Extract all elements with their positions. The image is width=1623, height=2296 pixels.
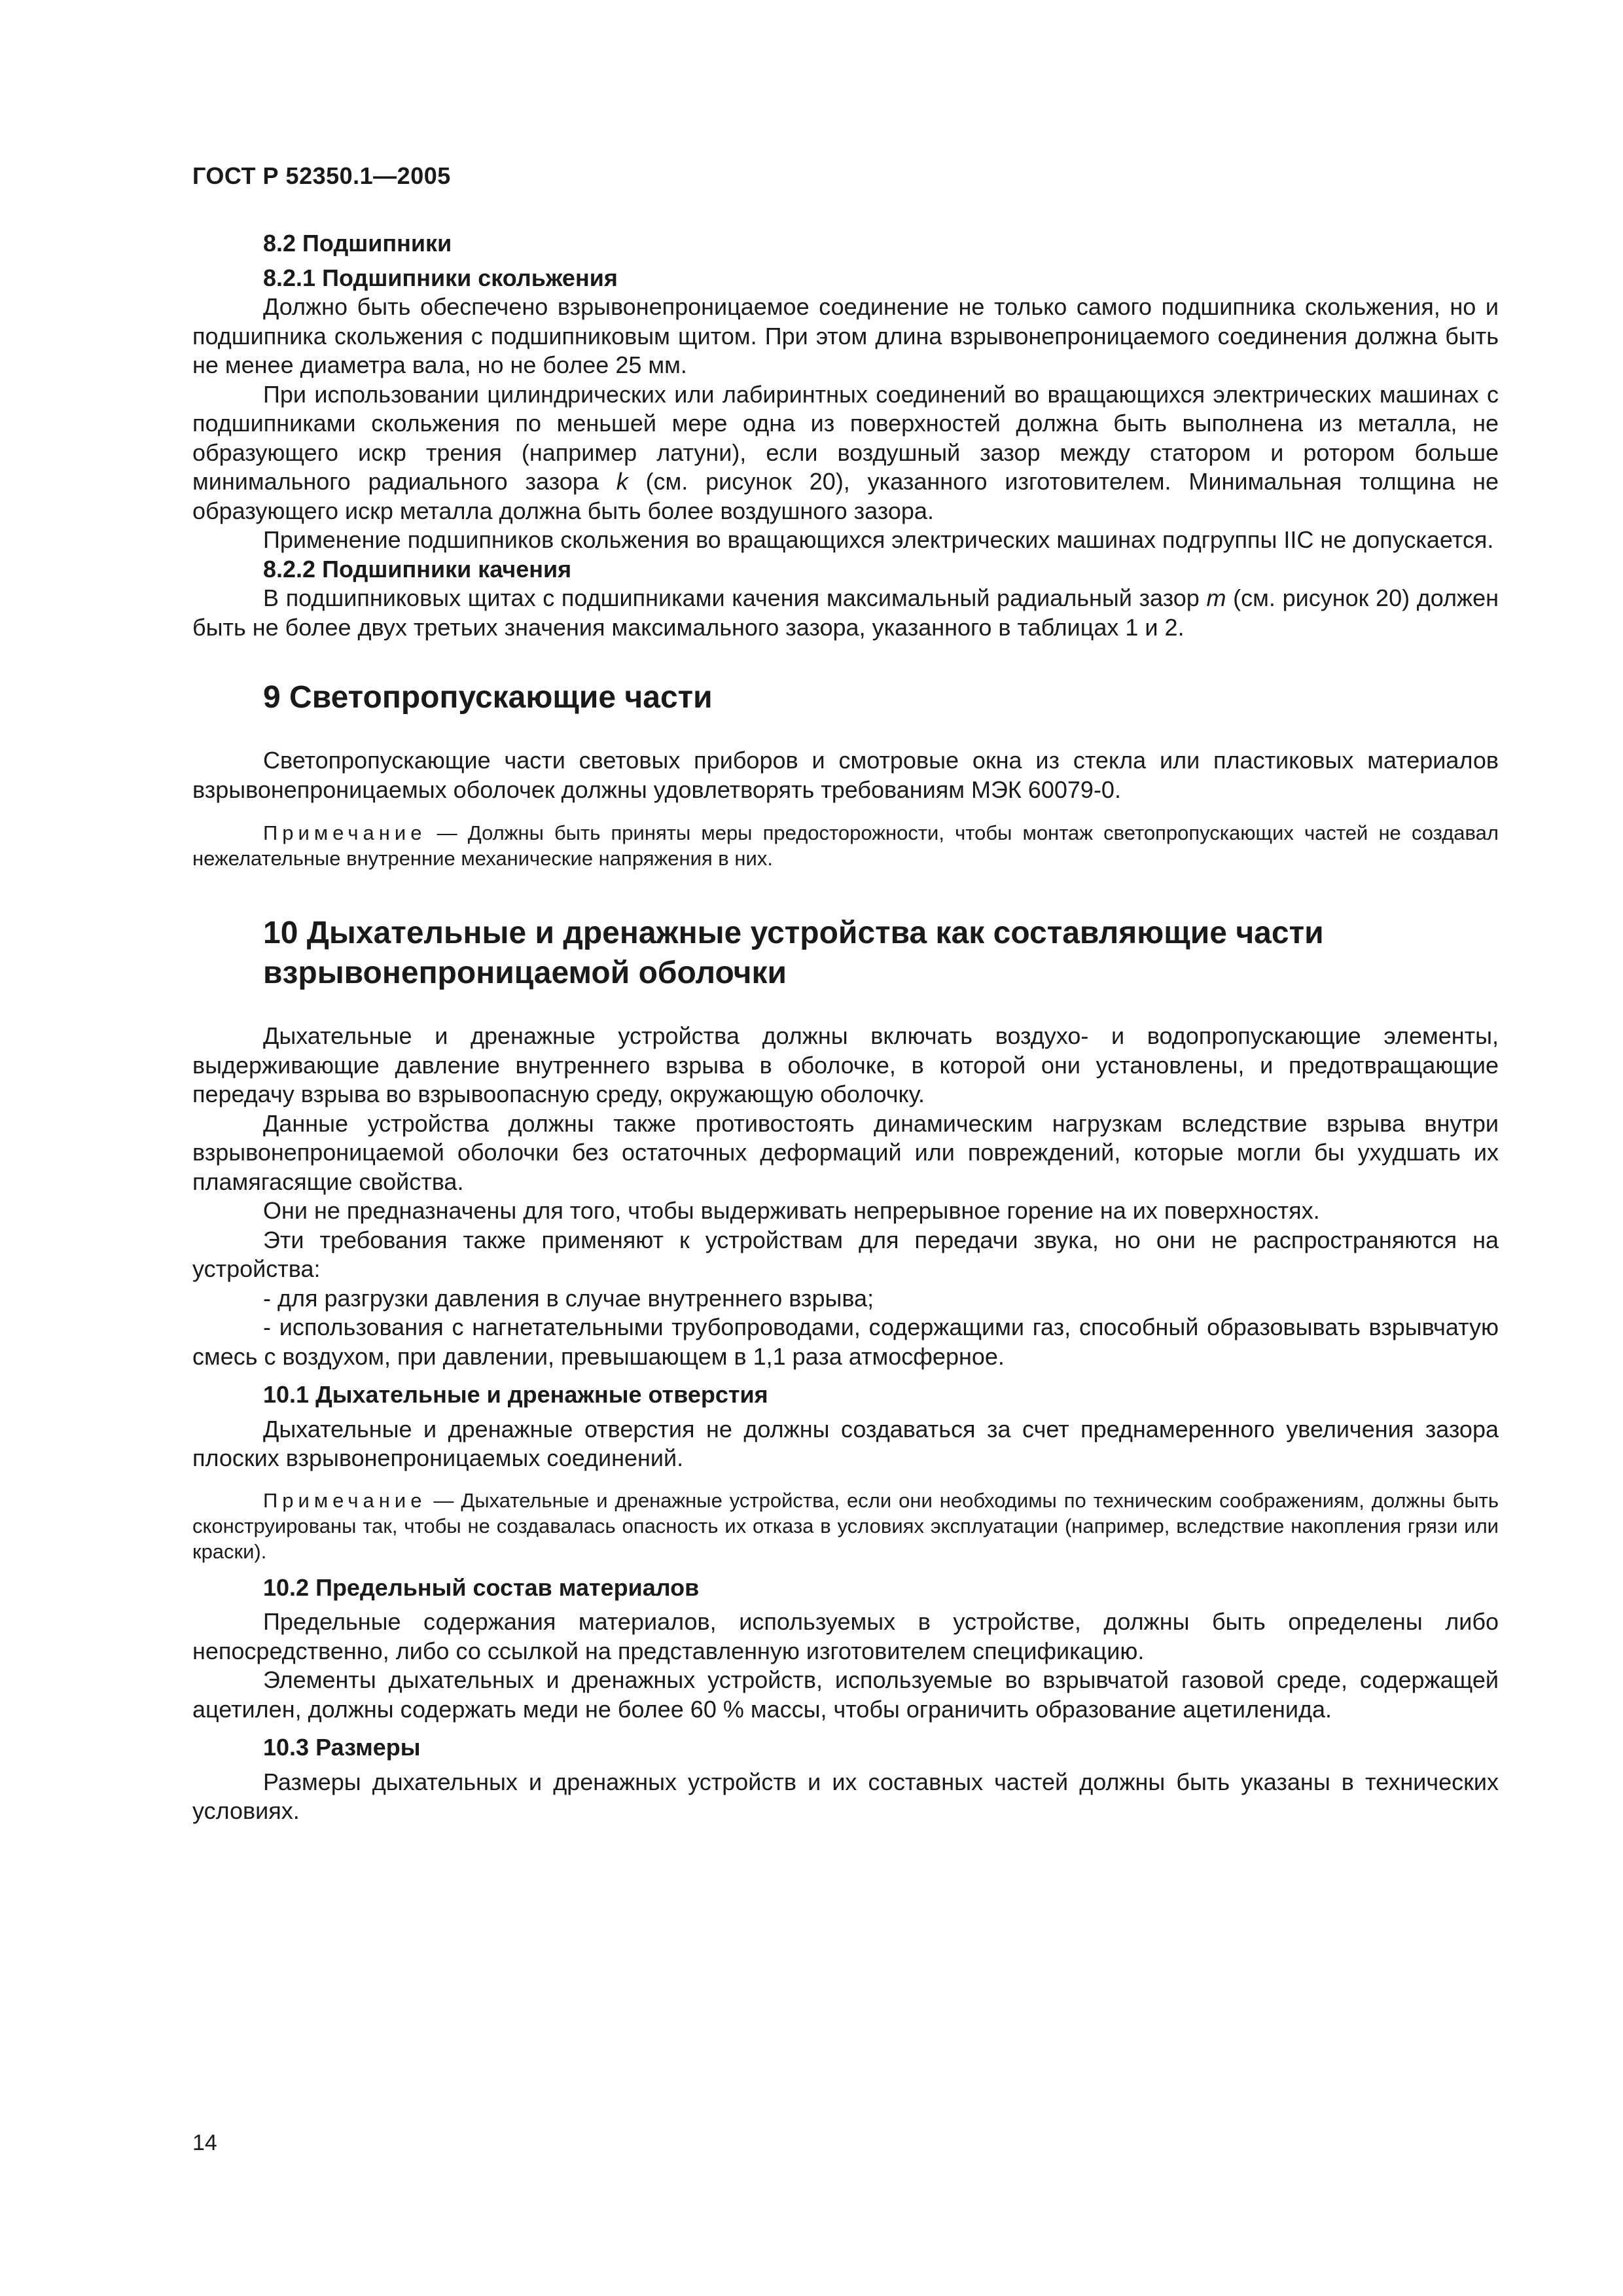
paragraph: Данные устройства должны также противостоять динамическим нагрузкам вследствие взрыва внутри взрывонепроницаемой оболочки без остаточных деформаций или повреждений, которые могли бы ухудшать их пламягасящие свойства. xyxy=(192,1109,1499,1195)
paragraph: Эти требования также применяют к устройствам для передачи звука, но они не распространяются на устройства: xyxy=(192,1226,1499,1282)
paragraph: Применение подшипников скольжения во вращающихся электрических машинах подгруппы IIC не допускается. xyxy=(263,526,1494,553)
paragraph xyxy=(192,584,1499,642)
variable-k: k xyxy=(616,468,628,495)
variable-m: m xyxy=(1206,584,1226,611)
list-item: - использования с нагнетательными трубопроводами, содержащими газ, способный образовывать взрывчатую смесь с воздухом, при давлении, превышающем в 1,1 раза атмосферное. xyxy=(192,1314,1499,1370)
paragraph: Дыхательные и дренажные устройства должны включать воздухо- и водопропускающие элементы, выдерживающие давление внутреннего взрыва в оболочке, в которой они установлены, и предотвращающие передачу взрыва во взрывоопасную среду, окружающую оболочку. xyxy=(192,1022,1499,1107)
list-item: - для разгрузки давления в случае внутреннего взрыва; xyxy=(263,1284,874,1312)
section-8-2-2-heading: 8.2.2 Подшипники качения xyxy=(263,555,572,583)
section-8-2-1-heading: 8.2.1 Подшипники скольжения xyxy=(263,264,618,291)
paragraph: Должно быть обеспечено взрывонепроницаемое соединение не только самого подшипника скольжения, но и подшипника скольжения с подшипниковым щитом. При этом длина взрывонепроницаемого соединения должна быть не менее диаметра вала, но не более 25 мм. xyxy=(192,293,1499,378)
section-10-1-heading: 10.1 Дыхательные и дренажные отверстия xyxy=(263,1381,768,1408)
section-8-2-heading: 8.2 Подшипники xyxy=(263,230,452,257)
section-10-3-heading: 10.3 Размеры xyxy=(263,1734,421,1761)
page-number: 14 xyxy=(192,2130,217,2155)
section-10-heading xyxy=(192,913,1499,993)
paragraph: Дыхательные и дренажные отверстия не должны создаваться за счет преднамеренного увеличения зазора плоских взрывонепроницаемых соединений. xyxy=(192,1415,1499,1471)
paragraph-text: (см. рисунок 20) должен быть не более двух третьих значения максимального зазора, указанного в таблицах 1 и 2. xyxy=(192,584,1499,641)
paragraph-text: (см. рисунок 20), указанного изготовителем. Минимальная толщина не образующего искр металла должна быть более воздушного зазора. xyxy=(192,468,1499,524)
document-body xyxy=(192,229,1499,1826)
paragraph: Светопропускающие части световых приборов и смотровые окна из стекла или пластиковых материалов взрывонепроницаемых оболочек должны удовлетворять требованиям МЭК 60079-0. xyxy=(192,747,1499,803)
paragraph: Размеры дыхательных и дренажных устройств и их составных частей должны быть указаны в технических условиях. xyxy=(192,1768,1499,1824)
note xyxy=(192,1488,1499,1564)
paragraph xyxy=(192,380,1499,526)
section-10-heading-line-1: 10 Дыхательные и дренажные устройства как составляющие части xyxy=(263,916,1324,950)
document-code-header: ГОСТ Р 52350.1—2005 xyxy=(192,162,451,189)
paragraph: Они не предназначены для того, чтобы выдерживать непрерывное горение на их поверхностях. xyxy=(263,1197,1320,1224)
paragraph-text: В подшипниковых щитах с подшипниками качения максимальный радиальный зазор xyxy=(263,584,1207,611)
paragraph: Предельные содержания материалов, используемых в устройстве, должны быть определены либо непосредственно, либо со ссылкой на представленную изготовителем спецификацию. xyxy=(192,1608,1499,1664)
note-text: — Дыхательные и дренажные устройства, если они необходимы по техническим соображениям, должны быть сконструированы так, чтобы не создавалась опасность их отказа в условиях эксплуатации (например, вследствие накопления грязи или краски). xyxy=(192,1488,1499,1563)
note-label: Примечание xyxy=(263,821,427,844)
note-label: Примечание xyxy=(263,1488,427,1512)
section-10-heading-line-2: взрывонепроницаемой оболочки xyxy=(263,956,787,990)
paragraph-text: При использовании цилиндрических или лабиринтных соединений во вращающихся электрических машинах с подшипниками скольжения по меньшей мере одна из поверхностей должна быть выполнена из металла, не образующего искр трения (например латуни), если воздушный зазор между статором и ротором больше минимального радиального зазора xyxy=(192,380,1499,495)
section-10-2-heading: 10.2 Предельный состав материалов xyxy=(263,1573,700,1601)
paragraph: Элементы дыхательных и дренажных устройств, используемые во взрывчатой газовой среде, содержащей ацетилен, должны содержать меди не более 60 % массы, чтобы ограничить образование ацетиленида. xyxy=(192,1666,1499,1723)
section-9-heading: 9 Светопропускающие части xyxy=(263,680,713,715)
note xyxy=(192,820,1499,871)
note-text: — Должны быть приняты меры предосторожности, чтобы монтаж светопропускающих частей не создавал нежелательные внутренние механические напряжения в них. xyxy=(192,821,1499,870)
